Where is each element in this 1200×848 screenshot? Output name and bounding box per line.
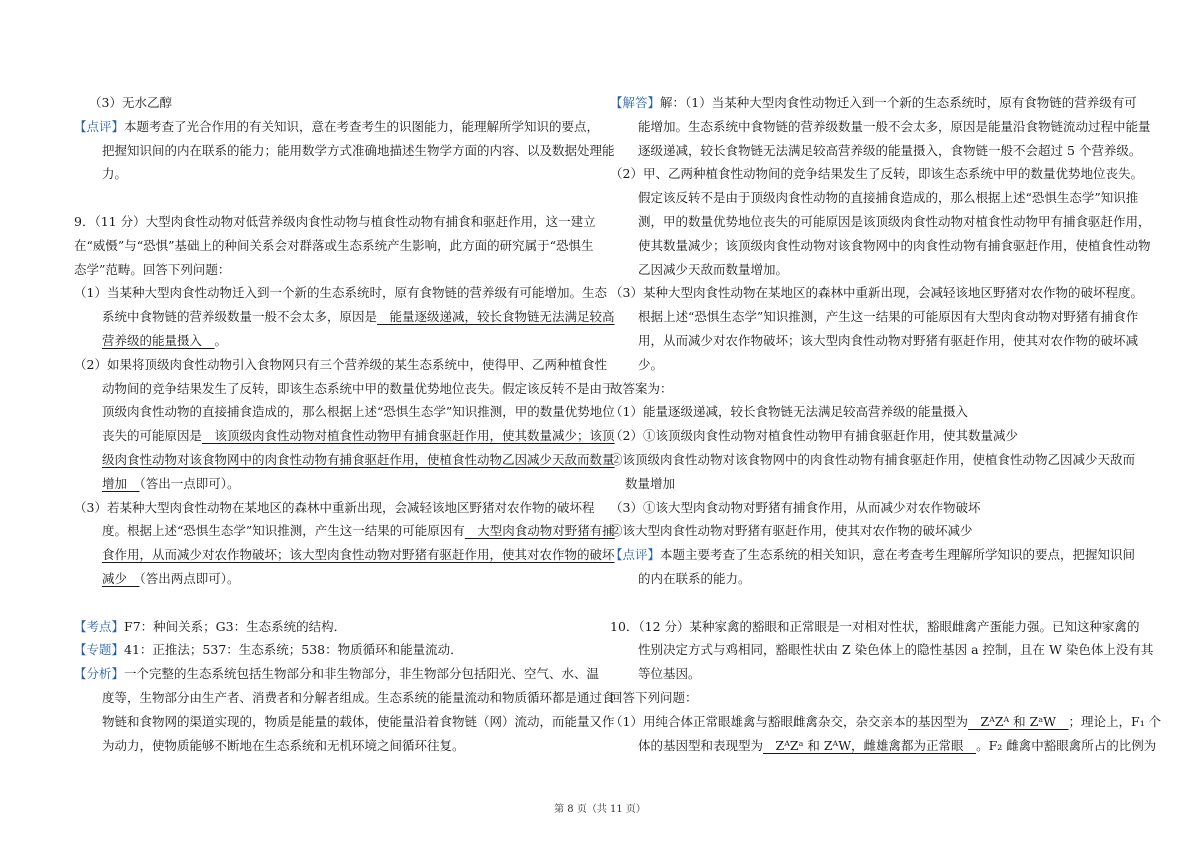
solution-line: 测，甲的数量优势地位丧失的可能原因是该顶级肉食性动物对植食性动物甲有捕食驱赶作用， (638, 213, 1151, 229)
sub-question-1: （1）用纯合体正常眼雄禽与豁眼雌禽杂交，杂交亲本的基因型为 ZᴬZᴬ 和 ZᵃW ；理论上，F₁ 个 (610, 713, 1162, 729)
comment-line: 把握知识间的内在联系的能力；能用数学方式准确地描述生物学方面的内容、以及数据处理能 (102, 142, 615, 158)
question-line: 性别决定方式与鸡相同，豁眼性状由 Z 染色体上的隐性基因 a 控制，且在 W 染色体上没有其 (638, 642, 1154, 658)
knowledge-point-tag: 【考点】 (74, 618, 125, 634)
question-line: 增加 （答出一点即可）。 (102, 475, 240, 491)
analysis-line: 物链和食物网的渠道实现的，物质是能量的载体，使能量沿着食物链（网）流动，而能量又作 (102, 713, 615, 729)
question-line (74, 543, 615, 567)
question-line: 回答下列问题： (610, 689, 698, 705)
solution-line: 使其数量减少；该顶级肉食性动物对该食物网中的肉食性动物有捕食驱赶作用，使植食性动物 (638, 237, 1151, 253)
sub-question-2: （2）如果将顶级肉食性动物引入食物网只有三个营养级的某生态系统中，使得甲、乙两种植食性 (74, 356, 607, 372)
answer-line: （1）能量逐级递减，较长食物链无法满足较高营养级的能量摄入 (610, 404, 968, 420)
question-line: 度。根据上述“恐惧生态学”知识推测，产生这一结果的可能原因有 大型肉食动物对野猪有捕 (102, 523, 615, 539)
comment-line: 【点评】本题主要考查了生态系统的相关知识，意在考查考生理解所学知识的要点，把握知识间 (610, 547, 1136, 563)
answer-line: （2）①该顶级肉食性动物对植食性动物甲有捕食驱赶作用，使其数量减少 (610, 428, 1018, 444)
answer-blank: 营养级的能量摄入 (102, 332, 215, 348)
answer-line: 数量增加 (625, 475, 676, 491)
answer-blank: 该顶级肉食性动物对植食性动物甲有捕食驱赶作用，使其数量减少；该顶 (202, 428, 615, 444)
question-line (74, 448, 615, 472)
answer-heading: 故答案为： (610, 380, 673, 396)
solution-line: 乙因减少天敌而数量增加。 (638, 261, 789, 277)
sub-question-1: （1）当某种大型肉食性动物迁入到一个新的生态系统时，原有食物链的营养级有可能增加。生态 (74, 285, 607, 301)
solution-line: 能增加。生态系统中食物链的营养级数量一般不会太多，原因是能量沿食物链流动过程中能量 (638, 118, 1151, 134)
solution-line: 用，从而减少对农作物破坏；该大型肉食性动物对野猪有驱赶作用，使其对农作物的破坏减 (638, 332, 1139, 348)
comment-line: 力。 (102, 166, 128, 182)
question-line: 顶级肉食性动物的直接捕食造成的，那么根据上述“恐惧生态学”知识推测，甲的数量优势地位 (102, 404, 615, 420)
answer-blank: 大型肉食动物对野猪有捕 (464, 523, 615, 539)
solution-tag: 【解答】 (610, 95, 661, 110)
analysis-line: 度等，生物部分由生产者、消费者和分解者组成。生态系统的能量流动和物质循环都是通过食 (102, 689, 615, 705)
page-number-footer: 第 8 页（共 11 页） (554, 804, 646, 815)
question-line: 营养级的能量摄入 。 (102, 332, 228, 348)
question-line: 动物间的竞争结果发生了反转，即该生态系统中甲的数量优势地位丧失。假定该反转不是由于 (102, 380, 615, 396)
answer-line: （3）①该大型肉食动物对野猪有捕食作用，从而减少对农作物破坏 (610, 499, 981, 515)
solution-line: 少。 (638, 356, 664, 372)
question-9-title: 9．（11 分）大型肉食性动物对低营养级肉食性动物与植食性动物有捕食和驱赶作用，这一建立 (74, 213, 596, 229)
answer-line: ②该大型肉食性动物对野猪有驱赶作用，使其对农作物的破坏减少 (610, 523, 973, 539)
left-column (74, 91, 615, 757)
answer-blank: 增加 (102, 475, 140, 491)
question-line: 减少 （答出两点即可）。 (102, 570, 240, 586)
question-line: 系统中食物链的营养级数量一般不会太多，原因是 能量逐级递减，较长食物链无法满足较高 (102, 309, 615, 325)
answer-line: （3）无水乙醇 (89, 95, 172, 110)
solution-line: （3）某种大型肉食性动物在某地区的森林中重新出现，会减轻该地区野猪对农作物的破坏程度。 (610, 285, 1143, 301)
solution-line: （2）甲、乙两种植食性动物间的竞争结果发生了反转，即该生态系统中甲的数量优势地位丧失。 (610, 166, 1143, 182)
answer-blank: 减少 (102, 570, 140, 586)
answer-line: ②该顶级肉食性动物对该食物网中的肉食性动物有捕食驱赶作用，使植食性动物乙因减少天敌而 (610, 451, 1136, 467)
analysis-line: 【分析】一个完整的生态系统包括生物部分和非生物部分，非生物部分包括阳光、空气、水、温 (74, 666, 600, 682)
topic-tag: 【专题】 (74, 642, 125, 658)
solution-line: 根据上述“恐惧生态学”知识推测，产生这一结果的可能原因有大型肉食动物对野猪有捕食作 (638, 309, 1139, 325)
analysis-tag: 【分析】 (74, 666, 125, 682)
answer-blank: 能量逐级递减，较长食物链无法满足较高 (377, 309, 615, 325)
sub-question-3: （3）若某种大型肉食性动物在某地区的森林中重新出现，会减轻该地区野猪对农作物的破坏程 (74, 499, 595, 515)
analysis-line: 为动力，使物质能够不断地在生态系统和无机环境之间循环往复。 (102, 737, 465, 753)
question-line: 在“威慑”与“恐惧”基础上的种间关系会对群落或生态系统产生影响，此方面的研究属于“恐惧生 (74, 237, 594, 253)
topic-line: 【专题】41：正推法；537：生态系统；538：物质循环和能量流动． (74, 642, 463, 658)
comment-line: 的内在联系的能力。 (638, 570, 751, 586)
comment-tag: 【点评】 (74, 118, 125, 134)
answer-blank: 级肉食性动物对该食物网中的肉食性动物有捕食驱赶作用，使植食性动物乙因减少天敌而数量 (102, 451, 615, 467)
solution-line: 【解答】解：（1）当某种大型肉食性动物迁入到一个新的生态系统时，原有食物链的营养级有可 (610, 95, 1137, 110)
question-line: 丧失的可能原因是 该顶级肉食性动物对植食性动物甲有捕食驱赶作用，使其数量减少；该顶 (102, 428, 615, 444)
comment-tag: 【点评】 (610, 547, 661, 563)
solution-line: 假定该反转不是由于顶级肉食性动物的直接捕食造成的，那么根据上述“恐惧生态学”知识推 (638, 190, 1139, 206)
question-line: 等位基因。 (638, 666, 701, 682)
right-column (610, 91, 1162, 757)
solution-line: 逐级递减，较长食物链无法满足较高营养级的能量摄入，食物链一般不会超过 5 个营养级。 (638, 142, 1142, 158)
answer-blank: 食作用，从而减少对农作物破坏；该大型肉食性动物对野猪有驱赶作用，使其对农作物的破坏 (102, 547, 615, 563)
answer-blank: ZᴬZᵃ 和 ZᴬW，雌雄禽都为正常眼 (763, 737, 977, 753)
question-line: 态学”范畴。回答下列问题： (74, 261, 231, 277)
question-10-title: 10．（12 分）某种家禽的豁眼和正常眼是一对相对性状，豁眼雌禽产蛋能力强。已知这种家禽的 (610, 618, 1140, 634)
answer-blank: ZᴬZᴬ 和 ZᵃW (967, 713, 1069, 729)
question-line: 体的基因型和表现型为 ZᴬZᵃ 和 ZᴬW，雌雄禽都为正常眼 。F₂ 雌禽中豁眼禽所占的比例为 (638, 737, 1157, 753)
comment-line: 【点评】本题考查了光合作用的有关知识，意在考查考生的识图能力，能理解所学知识的要点， (74, 118, 600, 134)
knowledge-point-line: 【考点】F7：种间关系；G3：生态系统的结构． (74, 618, 347, 634)
